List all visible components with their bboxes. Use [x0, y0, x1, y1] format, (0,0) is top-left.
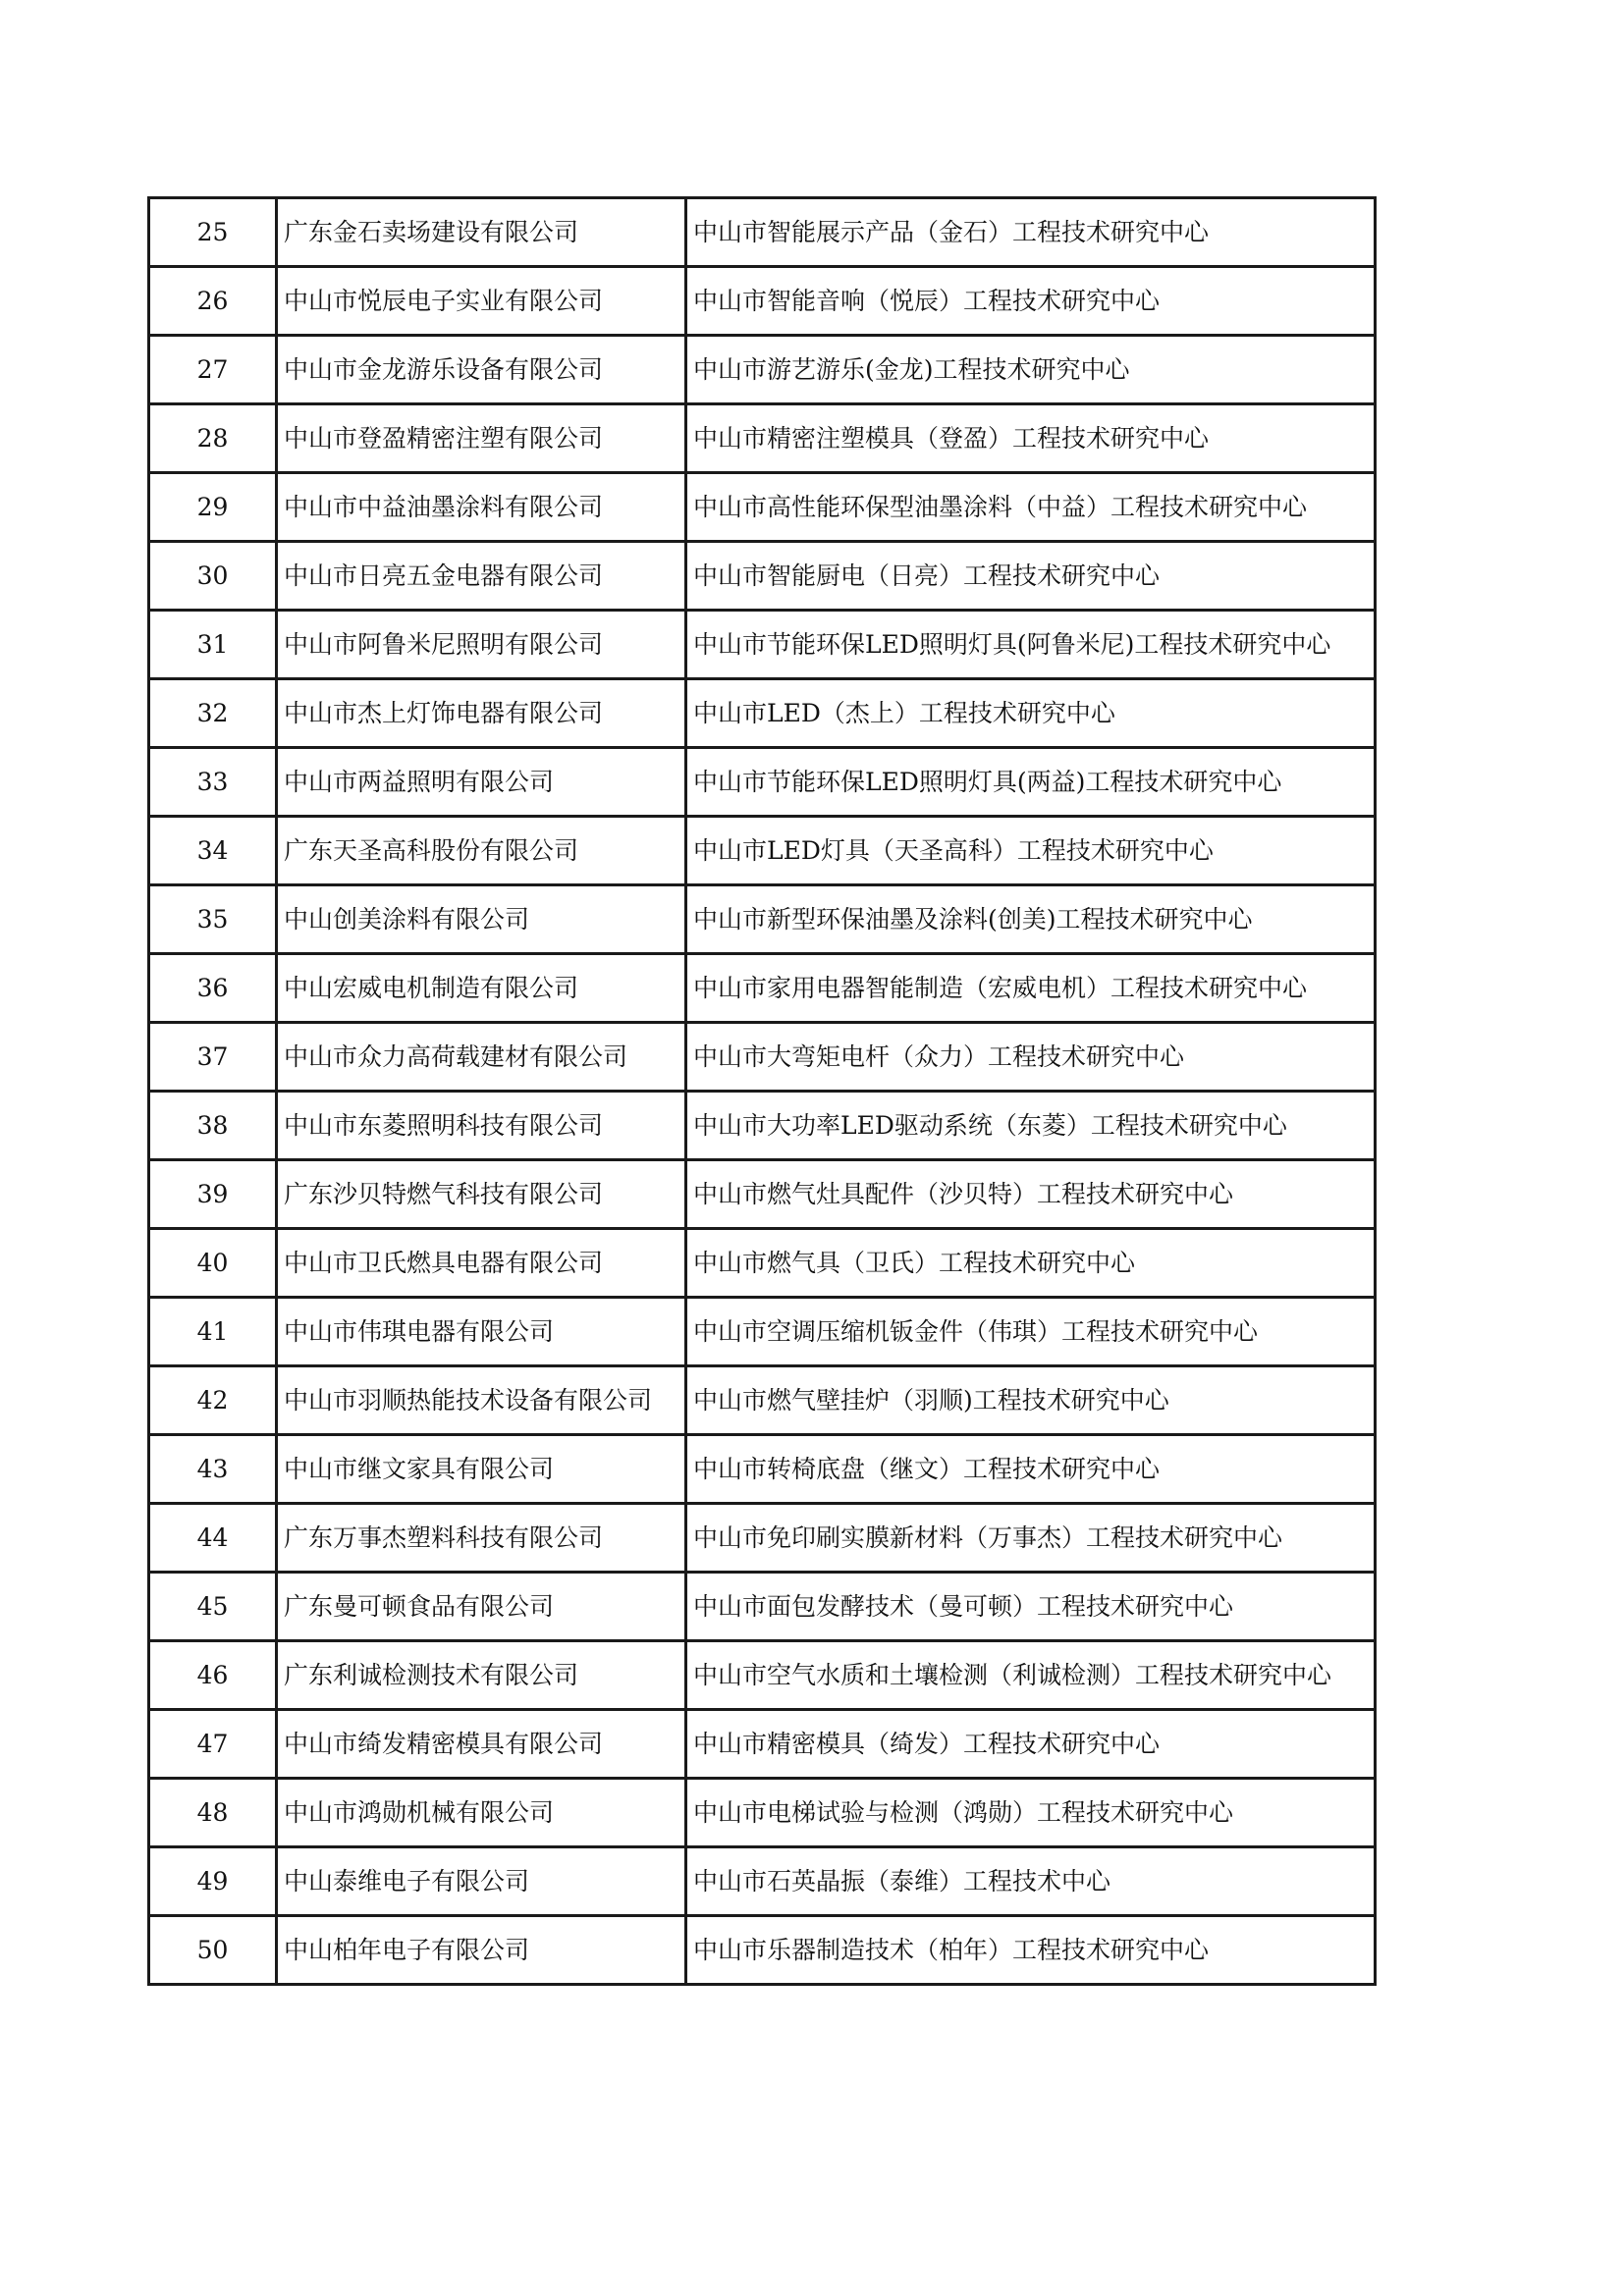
row-number: 29 — [149, 473, 277, 542]
company-name: 中山柏年电子有限公司 — [277, 1916, 686, 1985]
research-center-name: 中山市精密注塑模具（登盈）工程技术研究中心 — [686, 404, 1376, 473]
table-row — [149, 1435, 1376, 1504]
research-center-name: 中山市大弯矩电杆（众力）工程技术研究中心 — [686, 1023, 1376, 1092]
company-name: 中山市鸿勋机械有限公司 — [277, 1779, 686, 1847]
table-row — [149, 1916, 1376, 1985]
row-number: 34 — [149, 817, 277, 885]
table-row — [149, 1573, 1376, 1641]
table-row — [149, 1366, 1376, 1435]
company-name: 中山市两益照明有限公司 — [277, 748, 686, 817]
table-row — [149, 1298, 1376, 1366]
research-center-name: 中山市节能环保LED照明灯具(阿鲁米尼)工程技术研究中心 — [686, 611, 1376, 679]
research-center-name: 中山市高性能环保型油墨涂料（中益）工程技术研究中心 — [686, 473, 1376, 542]
table-row — [149, 1023, 1376, 1092]
research-center-name: 中山市石英晶振（泰维）工程技术中心 — [686, 1847, 1376, 1916]
company-name: 中山市东菱照明科技有限公司 — [277, 1092, 686, 1160]
company-name: 广东金石卖场建设有限公司 — [277, 198, 686, 267]
table-row — [149, 336, 1376, 404]
research-center-name: 中山市燃气灶具配件（沙贝特）工程技术研究中心 — [686, 1160, 1376, 1229]
table-row — [149, 542, 1376, 611]
row-number: 45 — [149, 1573, 277, 1641]
row-number: 32 — [149, 679, 277, 748]
row-number: 40 — [149, 1229, 277, 1298]
company-name: 中山市登盈精密注塑有限公司 — [277, 404, 686, 473]
research-center-name: 中山市免印刷实膜新材料（万事杰）工程技术研究中心 — [686, 1504, 1376, 1573]
table-row — [149, 1710, 1376, 1779]
row-number: 26 — [149, 267, 277, 336]
research-center-name: 中山市家用电器智能制造（宏威电机）工程技术研究中心 — [686, 954, 1376, 1023]
company-name: 中山市日亮五金电器有限公司 — [277, 542, 686, 611]
table-row — [149, 1092, 1376, 1160]
row-number: 49 — [149, 1847, 277, 1916]
company-name: 中山市杰上灯饰电器有限公司 — [277, 679, 686, 748]
row-number: 39 — [149, 1160, 277, 1229]
row-number: 42 — [149, 1366, 277, 1435]
row-number: 27 — [149, 336, 277, 404]
company-name: 中山市中益油墨涂料有限公司 — [277, 473, 686, 542]
company-name: 中山市金龙游乐设备有限公司 — [277, 336, 686, 404]
row-number: 36 — [149, 954, 277, 1023]
research-center-table — [147, 196, 1377, 1986]
research-center-name: 中山市新型环保油墨及涂料(创美)工程技术研究中心 — [686, 885, 1376, 954]
research-center-name: 中山市面包发酵技术（曼可顿）工程技术研究中心 — [686, 1573, 1376, 1641]
company-name: 广东天圣高科股份有限公司 — [277, 817, 686, 885]
row-number: 25 — [149, 198, 277, 267]
table-row — [149, 473, 1376, 542]
research-center-name: 中山市燃气壁挂炉（羽顺)工程技术研究中心 — [686, 1366, 1376, 1435]
company-name: 中山市绮发精密模具有限公司 — [277, 1710, 686, 1779]
table-row — [149, 1229, 1376, 1298]
row-number: 50 — [149, 1916, 277, 1985]
research-center-name: 中山市精密模具（绮发）工程技术研究中心 — [686, 1710, 1376, 1779]
company-name: 中山创美涂料有限公司 — [277, 885, 686, 954]
row-number: 28 — [149, 404, 277, 473]
company-name: 中山市继文家具有限公司 — [277, 1435, 686, 1504]
company-name: 中山泰维电子有限公司 — [277, 1847, 686, 1916]
company-name: 广东沙贝特燃气科技有限公司 — [277, 1160, 686, 1229]
table-row — [149, 1641, 1376, 1710]
row-number: 43 — [149, 1435, 277, 1504]
row-number: 35 — [149, 885, 277, 954]
company-name: 中山市众力高荷载建材有限公司 — [277, 1023, 686, 1092]
research-center-name: 中山市燃气具（卫氏）工程技术研究中心 — [686, 1229, 1376, 1298]
row-number: 38 — [149, 1092, 277, 1160]
research-center-name: 中山市节能环保LED照明灯具(两益)工程技术研究中心 — [686, 748, 1376, 817]
row-number: 48 — [149, 1779, 277, 1847]
research-center-name: 中山市游艺游乐(金龙)工程技术研究中心 — [686, 336, 1376, 404]
company-name: 中山市卫氏燃具电器有限公司 — [277, 1229, 686, 1298]
row-number: 31 — [149, 611, 277, 679]
table-row — [149, 954, 1376, 1023]
table-row — [149, 748, 1376, 817]
table-row — [149, 1847, 1376, 1916]
table-row — [149, 1779, 1376, 1847]
company-name: 中山市悦辰电子实业有限公司 — [277, 267, 686, 336]
research-center-name: 中山市智能展示产品（金石）工程技术研究中心 — [686, 198, 1376, 267]
row-number: 47 — [149, 1710, 277, 1779]
table-row — [149, 198, 1376, 267]
table-row — [149, 679, 1376, 748]
table-body — [149, 198, 1376, 1985]
table-row — [149, 885, 1376, 954]
research-center-name: 中山市转椅底盘（继文）工程技术研究中心 — [686, 1435, 1376, 1504]
company-name: 中山市阿鲁米尼照明有限公司 — [277, 611, 686, 679]
research-center-name: 中山市乐器制造技术（柏年）工程技术研究中心 — [686, 1916, 1376, 1985]
research-center-name: 中山市智能厨电（日亮）工程技术研究中心 — [686, 542, 1376, 611]
company-name: 广东曼可顿食品有限公司 — [277, 1573, 686, 1641]
research-center-name: 中山市大功率LED驱动系统（东菱）工程技术研究中心 — [686, 1092, 1376, 1160]
row-number: 41 — [149, 1298, 277, 1366]
table-row — [149, 267, 1376, 336]
row-number: 46 — [149, 1641, 277, 1710]
table-row — [149, 1160, 1376, 1229]
company-name: 中山宏威电机制造有限公司 — [277, 954, 686, 1023]
research-center-name: 中山市LED（杰上）工程技术研究中心 — [686, 679, 1376, 748]
table-row — [149, 611, 1376, 679]
research-center-name: 中山市智能音响（悦辰）工程技术研究中心 — [686, 267, 1376, 336]
company-name: 广东万事杰塑料科技有限公司 — [277, 1504, 686, 1573]
row-number: 44 — [149, 1504, 277, 1573]
table-row — [149, 1504, 1376, 1573]
research-center-name: 中山市电梯试验与检测（鸿勋）工程技术研究中心 — [686, 1779, 1376, 1847]
company-name: 中山市羽顺热能技术设备有限公司 — [277, 1366, 686, 1435]
row-number: 33 — [149, 748, 277, 817]
row-number: 37 — [149, 1023, 277, 1092]
table-row — [149, 817, 1376, 885]
research-center-name: 中山市空气水质和土壤检测（利诚检测）工程技术研究中心 — [686, 1641, 1376, 1710]
research-center-name: 中山市空调压缩机钣金件（伟琪）工程技术研究中心 — [686, 1298, 1376, 1366]
row-number: 30 — [149, 542, 277, 611]
research-center-name: 中山市LED灯具（天圣高科）工程技术研究中心 — [686, 817, 1376, 885]
company-name: 广东利诚检测技术有限公司 — [277, 1641, 686, 1710]
company-name: 中山市伟琪电器有限公司 — [277, 1298, 686, 1366]
table-row — [149, 404, 1376, 473]
